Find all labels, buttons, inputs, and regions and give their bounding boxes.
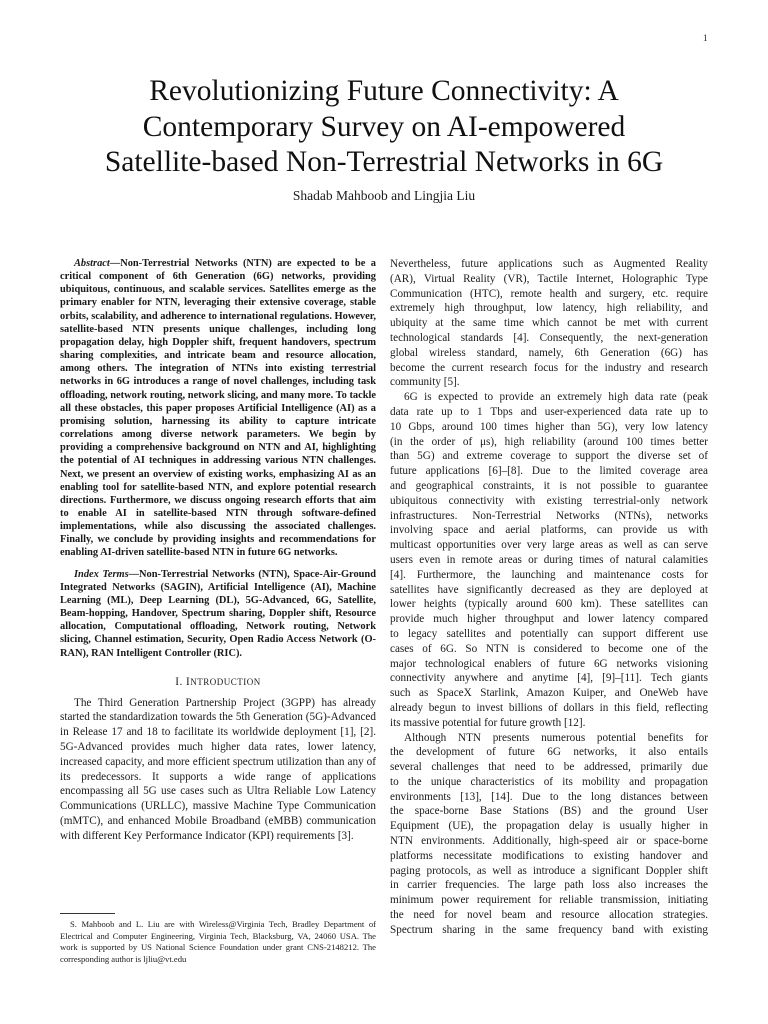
text-line: cases of 6G. So NTN is considered to become one of the	[390, 642, 708, 655]
text-line: the space-borne Base Stations (BS) and the ground User	[390, 805, 708, 818]
title-line: Satellite-based Non-Terrestrial Networks in 6G	[104, 146, 664, 178]
text-line: infrastructures. Non-Terrestrial Networks (NTNs), networks	[390, 509, 708, 522]
text-line: provide much higher throughput and lower latency compared	[390, 613, 708, 626]
text-line: environments [13], [14]. Due to the long distances between	[390, 790, 708, 803]
text-line: future applications [6]–[8]. Due to the limited coverage area	[390, 465, 708, 478]
abstract-label: Abstract	[74, 258, 110, 269]
text-line: paging protocols, as well as introduce a significant Doppler shift	[390, 864, 708, 877]
index-terms-label: Index Terms	[74, 568, 129, 580]
text-line: to legacy satellites and potentially can support different use	[390, 627, 708, 640]
right-column	[390, 257, 708, 938]
text-line: major technological enablers of future 6G networks visioning	[390, 657, 708, 670]
text-line: the need for novel beam and resource allocation strategies.	[390, 909, 708, 922]
section-number: I.	[175, 675, 183, 688]
text-line: Communication (HTC), remote health and surgery, etc. require	[390, 287, 708, 300]
text-line: multicast opportunities over very large areas as well as can serve	[390, 539, 708, 552]
text-line: such as SpaceX Starlink, Amazon Kuiper, and OneWeb have	[390, 687, 708, 700]
section-title-initial: I	[186, 675, 191, 688]
author-list: Shadab Mahboob and Lingjia Liu	[292, 188, 476, 203]
text-line: already begun to invest billions of dollars in this field, reflecting	[390, 701, 708, 714]
abstract-text: —Non-Terrestrial Networks (NTN) are expected to be a critical component of 6th Generation (6G) networks, providing ubiquitous, continuous, and scalable services. Satellites emerge as the primary enabler for NTN, leveraging their extensive coverage, stable orbits, scalability, and adherence to international regulations. However, satellite-based NTN presents unique challenges, including long propagation delay, high Doppler shift, frequent handovers, spectrum sharing complexities, and intricate beam and resource allocation, among others. The integration of NTNs into existing terrestrial networks in 6G introduces a range of novel challenges, including task offloading, network routing, network slicing, and many more. To tackle all these obstacles, this paper proposes Artificial Intelligence (AI) as a promising solution, harnessing its ability to capture intricate correlations among diverse network parameters. We begin by providing a comprehensive background on NTN and AI, highlighting the potential of AI techniques in addressing various NTN challenges. Next, we present an overview of existing works, emphasizing AI as an enabling tool for satellite-based NTN, and explore potential research directions. Furthermore, we discuss ongoing research efforts that aim to enable AI in satellite-based NTN through software-defined implementations, while also discussing the associated challenges. Finally, we conclude by providing insights and recommendations for enabling AI-driven satellite-based NTN in future 6G networks.	[60, 258, 376, 559]
text-line: to the unique characteristics of its mobility and propagation	[390, 775, 708, 788]
text-line: extremely high throughput, low latency, high reliability, and	[390, 302, 708, 315]
intro-paragraph: The Third Generation Partnership Project (3GPP) has already started the standardization towards the 5th Generation (5G)-Advanced in Release 17 and 18 to facilitate its worldwide deployment [1], [2]. 5G-Advanced provides much higher data rates, lower latency, increased capacity, and more efficient spectrum utilization than any of its predecessors. It supports a wide range of applications encompassing all 5G use cases such as Ultra Reliable Low Latency Communications (URLLC), massive Machine Type Communication (mMTC), and enhanced Mobile Broadband (eMBB) communication with different Key Performance Indicator (KPI) requirements [3].	[60, 696, 376, 842]
text-line: (AR), Virtual Reality (VR), Tactile Internet, Holographic Type	[390, 272, 708, 285]
text-line: Equipment (UE), the propagation delay is usually higher in	[390, 820, 708, 833]
text-line: and geographical constraints, it is not possible to guarantee	[390, 479, 708, 492]
text-line: the development of future 6G networks, it also entails	[390, 746, 708, 759]
text-line: several challenges that need to be addressed, primarily due	[390, 761, 708, 774]
index-terms	[60, 568, 376, 660]
text-line: satellites have significantly decreased as they are deployed at	[390, 583, 708, 596]
paper-title	[60, 74, 708, 181]
footnote: S. Mahboob and L. Liu are with Wireless@Virginia Tech, Bradley Department of Electrical and Computer Engineering, Virginia Tech, Blacksburg, VA, 24060 USA. The work is supported by US National Science Foundation under grant CNS-2148212. The corresponding author is ljliu@vt.edu	[60, 919, 376, 964]
right-paragraph-1	[390, 257, 708, 390]
index-terms-text: —Non-Terrestrial Networks (NTN), Space-Air-Ground Integrated Networks (SAGIN), Artificial Intelligence (AI), Machine Learning (ML), Deep Learning (DL), 5G-Advanced, 6G, Satellite, Beam-hopping, Handover, Spectrum sharing, Doppler shift, Resource allocation, Computational offloading, Network routing, Network slicing, Channel estimation, Security, Open Radio Access Network (O-RAN), RAN Intelligent Controller (RIC).	[60, 568, 376, 659]
text-line: Spectrum sharing in the same frequency band with existing	[390, 923, 708, 936]
text-line: Nevertheless, future applications such as Augmented Reality	[390, 258, 708, 270]
title-line: Contemporary Survey on AI-empowered	[142, 110, 626, 143]
text-line: users even in remote areas or during times of natural calamities	[390, 553, 708, 566]
text-line: NTN environments. Additionally, high-speed air or space-borne	[390, 835, 708, 848]
right-paragraph-2	[390, 390, 708, 730]
text-line: than 5G) and extreme coverage to support the diverse set of	[390, 450, 708, 463]
text-line: ubiquitous connectivity with existing terrestrial-only network	[390, 494, 708, 507]
text-line: connectivity anywhere and anytime [4], [9]–[11]. Tech giants	[390, 672, 708, 685]
text-line: in carrier frequencies. The large path loss also increases the	[390, 879, 708, 892]
section-heading	[60, 676, 376, 688]
footnote-divider	[60, 913, 115, 914]
text-line: involving space and aerial platforms, can provide us with	[390, 524, 708, 537]
text-line: become the current research focus for the industry and research	[390, 361, 708, 374]
text-line: 6G is expected to provide an extremely high data rate (peak	[404, 391, 708, 404]
right-paragraph-3	[390, 731, 708, 938]
text-line: 10 Gbps, around 100 times higher than 5G), very low latency	[390, 420, 708, 433]
page-number: 1	[703, 33, 708, 43]
text-line: ubiquity at the same time which cannot be met with current	[390, 317, 708, 330]
section-title-rest: NTRODUCTION	[190, 676, 261, 687]
text-line: minimum power requirement for reliable transmission, initiating	[390, 894, 708, 907]
text-line: community [5].	[390, 376, 460, 389]
text-line: its massive potential for future growth [12].	[390, 716, 586, 729]
text-line: Although NTN presents numerous potential benefits for	[404, 731, 708, 744]
text-line: global wireless standard, namely, 6th Generation (6G) has	[390, 346, 708, 359]
text-line: technological standards [4]. Consequently, the next-generation	[390, 331, 708, 344]
text-line: platforms necessitate modifications to existing handover and	[390, 849, 708, 862]
text-line: (in the order of μs), high reliability (around 100 times better	[390, 435, 708, 448]
abstract	[60, 257, 376, 560]
text-line: lower heights (typically around 600 km). These satellites can	[390, 598, 708, 611]
text-line: [4]. Furthermore, the launching and maintenance costs for	[390, 568, 708, 581]
text-line: data rate up to 1 Tbps and user-experienced data rate up to	[390, 405, 708, 418]
left-column	[60, 257, 376, 844]
title-line: Revolutionizing Future Connectivity: A	[149, 75, 619, 107]
